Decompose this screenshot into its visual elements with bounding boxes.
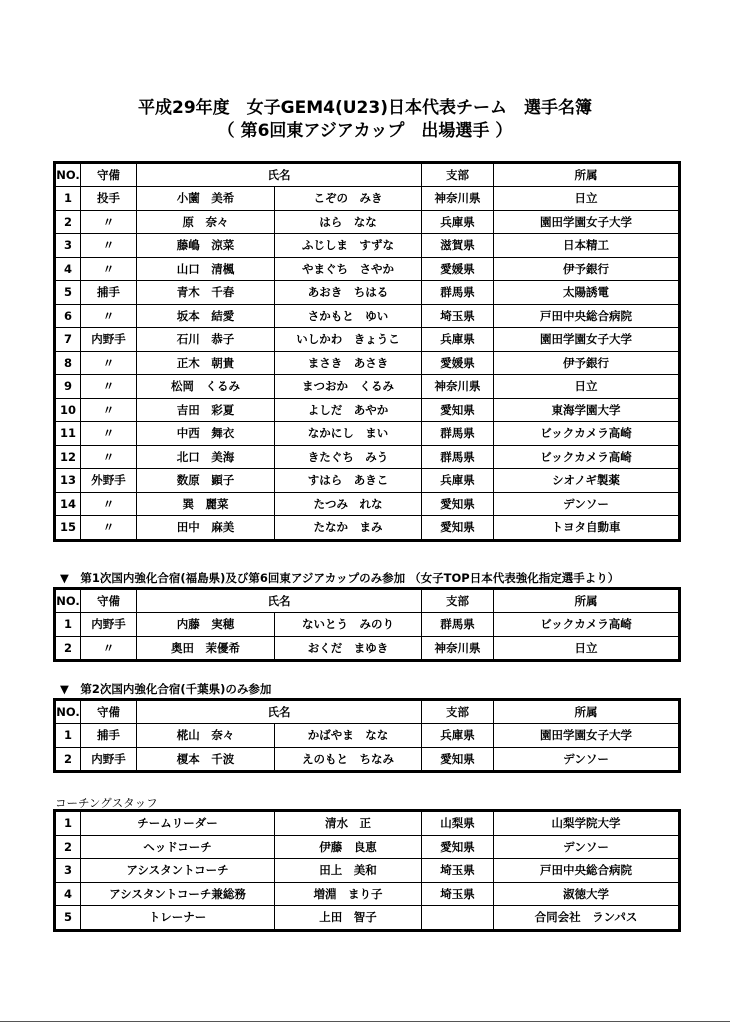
player-name-kana: かばやま なな xyxy=(275,724,422,748)
player-name-kana: えのもと ちなみ xyxy=(275,747,422,771)
player-no: 2 xyxy=(56,210,81,234)
staff-no: 1 xyxy=(56,812,81,836)
player-no: 4 xyxy=(56,257,81,281)
player-name: 藤嶋 涼菜 xyxy=(137,234,275,258)
player-name: 正木 朝貴 xyxy=(137,351,275,375)
player-position: 〃 xyxy=(81,210,137,234)
staff-branch: 埼玉県 xyxy=(422,859,494,883)
staff-role: アシスタントコーチ兼総務 xyxy=(81,882,275,906)
player-row xyxy=(56,257,679,281)
staff-row xyxy=(56,859,679,883)
player-no: 1 xyxy=(56,613,81,637)
main-roster-table xyxy=(55,163,679,540)
player-position: 外野手 xyxy=(81,469,137,493)
player-name: 山口 清楓 xyxy=(137,257,275,281)
player-affiliation: シオノギ製薬 xyxy=(494,469,679,493)
staff-table xyxy=(55,811,679,930)
player-name-kana: あおき ちはる xyxy=(275,281,422,305)
player-name: 内藤 実穂 xyxy=(137,613,275,637)
player-no: 2 xyxy=(56,636,81,660)
player-affiliation: デンソー xyxy=(494,747,679,771)
header-name: 氏名 xyxy=(137,590,422,613)
player-name-kana: やまぐち さやか xyxy=(275,257,422,281)
player-name-kana: さかもと ゆい xyxy=(275,304,422,328)
staff-name: 増淵 まり子 xyxy=(275,882,422,906)
player-affiliation: 園田学園女子大学 xyxy=(494,724,679,748)
player-affiliation: 東海学園大学 xyxy=(494,398,679,422)
staff-role: アシスタントコーチ xyxy=(81,859,275,883)
player-name: 坂本 結愛 xyxy=(137,304,275,328)
player-affiliation: 伊予銀行 xyxy=(494,351,679,375)
player-branch: 愛知県 xyxy=(422,398,494,422)
header-name: 氏名 xyxy=(137,701,422,724)
player-branch: 神奈川県 xyxy=(422,375,494,399)
player-position: 捕手 xyxy=(81,724,137,748)
header-name: 氏名 xyxy=(137,164,422,187)
player-affiliation: トヨタ自動車 xyxy=(494,516,679,540)
player-position: 〃 xyxy=(81,398,137,422)
player-branch: 神奈川県 xyxy=(422,636,494,660)
player-branch: 群馬県 xyxy=(422,281,494,305)
player-name: 巽 麗菜 xyxy=(137,492,275,516)
player-row xyxy=(56,492,679,516)
header-row xyxy=(56,701,679,724)
header-affiliation: 所属 xyxy=(494,590,679,613)
header-no: NO. xyxy=(56,164,81,187)
player-position: 〃 xyxy=(81,234,137,258)
player-name-kana: まつおか くるみ xyxy=(275,375,422,399)
staff-name: 田上 美和 xyxy=(275,859,422,883)
header-no: NO. xyxy=(56,590,81,613)
player-row xyxy=(56,724,679,748)
player-name: 小薗 美希 xyxy=(137,187,275,211)
player-row xyxy=(56,187,679,211)
player-position: 内野手 xyxy=(81,747,137,771)
player-no: 3 xyxy=(56,234,81,258)
staff-branch: 埼玉県 xyxy=(422,882,494,906)
player-position: 〃 xyxy=(81,257,137,281)
staff-branch: 愛知県 xyxy=(422,835,494,859)
player-branch: 愛知県 xyxy=(422,516,494,540)
player-name-kana: ないとう みのり xyxy=(275,613,422,637)
staff-role: ヘッドコーチ xyxy=(81,835,275,859)
header-branch: 支部 xyxy=(422,590,494,613)
player-no: 12 xyxy=(56,445,81,469)
staff-affiliation: 合同会社 ランパス xyxy=(494,906,679,930)
player-name-kana: たつみ れな xyxy=(275,492,422,516)
player-no: 13 xyxy=(56,469,81,493)
player-row xyxy=(56,613,679,637)
player-affiliation: 日立 xyxy=(494,187,679,211)
staff-no: 2 xyxy=(56,835,81,859)
header-position: 守備 xyxy=(81,590,137,613)
player-row xyxy=(56,516,679,540)
player-affiliation: 太陽誘電 xyxy=(494,281,679,305)
player-row xyxy=(56,304,679,328)
player-name-kana: はら なな xyxy=(275,210,422,234)
player-affiliation: 園田学園女子大学 xyxy=(494,328,679,352)
section1-note: ▼ 第1次国内強化合宿(福島県)及び第6回東アジアカップのみ参加 （女子TOP日本代表強化指定選手より） xyxy=(60,571,620,585)
player-row xyxy=(56,281,679,305)
player-row xyxy=(56,234,679,258)
player-name: 松岡 くるみ xyxy=(137,375,275,399)
player-name-kana: たなか まみ xyxy=(275,516,422,540)
player-position: 〃 xyxy=(81,492,137,516)
player-row xyxy=(56,469,679,493)
header-no: NO. xyxy=(56,701,81,724)
staff-no: 4 xyxy=(56,882,81,906)
staff-no: 5 xyxy=(56,906,81,930)
player-affiliation: 日本精工 xyxy=(494,234,679,258)
player-no: 10 xyxy=(56,398,81,422)
section1-table xyxy=(55,589,679,660)
player-name: 原 奈々 xyxy=(137,210,275,234)
player-position: 〃 xyxy=(81,445,137,469)
player-no: 14 xyxy=(56,492,81,516)
player-name: 中西 舞衣 xyxy=(137,422,275,446)
player-name-kana: なかにし まい xyxy=(275,422,422,446)
staff-branch: 山梨県 xyxy=(422,812,494,836)
player-position: 〃 xyxy=(81,375,137,399)
staff-row xyxy=(56,835,679,859)
title-line-1: 平成29年度 女子GEM4(U23)日本代表チーム 選手名簿 xyxy=(138,98,592,118)
player-name: 奥田 茉優希 xyxy=(137,636,275,660)
player-no: 9 xyxy=(56,375,81,399)
player-name-kana: おくだ まゆき xyxy=(275,636,422,660)
staff-row xyxy=(56,812,679,836)
player-no: 6 xyxy=(56,304,81,328)
staff-row xyxy=(56,882,679,906)
player-position: 投手 xyxy=(81,187,137,211)
player-position: 〃 xyxy=(81,516,137,540)
staff-affiliation: デンソー xyxy=(494,835,679,859)
staff-name: 清水 正 xyxy=(275,812,422,836)
player-name-kana: すはら あきこ xyxy=(275,469,422,493)
player-branch: 兵庫県 xyxy=(422,469,494,493)
staff-affiliation: 戸田中央総合病院 xyxy=(494,859,679,883)
player-name-kana: こぞの みき xyxy=(275,187,422,211)
header-position: 守備 xyxy=(81,701,137,724)
player-no: 15 xyxy=(56,516,81,540)
player-no: 8 xyxy=(56,351,81,375)
staff-affiliation: 山梨学院大学 xyxy=(494,812,679,836)
player-row xyxy=(56,210,679,234)
player-no: 2 xyxy=(56,747,81,771)
player-row xyxy=(56,328,679,352)
player-branch: 神奈川県 xyxy=(422,187,494,211)
player-position: 〃 xyxy=(81,304,137,328)
player-name: 数原 顕子 xyxy=(137,469,275,493)
player-no: 11 xyxy=(56,422,81,446)
player-row xyxy=(56,445,679,469)
player-affiliation: ビックカメラ高崎 xyxy=(494,445,679,469)
player-position: 〃 xyxy=(81,636,137,660)
player-affiliation: 日立 xyxy=(494,636,679,660)
header-branch: 支部 xyxy=(422,701,494,724)
staff-name: 伊藤 良恵 xyxy=(275,835,422,859)
staff-role: チームリーダー xyxy=(81,812,275,836)
player-name-kana: きたぐち みう xyxy=(275,445,422,469)
player-no: 1 xyxy=(56,724,81,748)
player-branch: 愛知県 xyxy=(422,747,494,771)
player-branch: 群馬県 xyxy=(422,445,494,469)
header-row xyxy=(56,164,679,187)
player-name-kana: よしだ あやか xyxy=(275,398,422,422)
player-affiliation: デンソー xyxy=(494,492,679,516)
header-branch: 支部 xyxy=(422,164,494,187)
player-row xyxy=(56,747,679,771)
player-affiliation: ビックカメラ高崎 xyxy=(494,613,679,637)
player-name: 椛山 奈々 xyxy=(137,724,275,748)
player-branch: 兵庫県 xyxy=(422,724,494,748)
player-branch: 群馬県 xyxy=(422,613,494,637)
player-position: 捕手 xyxy=(81,281,137,305)
player-no: 5 xyxy=(56,281,81,305)
player-affiliation: 戸田中央総合病院 xyxy=(494,304,679,328)
player-affiliation: 伊予銀行 xyxy=(494,257,679,281)
player-affiliation: ビックカメラ高崎 xyxy=(494,422,679,446)
player-branch: 愛知県 xyxy=(422,492,494,516)
player-branch: 滋賀県 xyxy=(422,234,494,258)
player-no: 7 xyxy=(56,328,81,352)
player-no: 1 xyxy=(56,187,81,211)
player-branch: 愛媛県 xyxy=(422,257,494,281)
player-row xyxy=(56,398,679,422)
player-position: 〃 xyxy=(81,351,137,375)
header-affiliation: 所属 xyxy=(494,701,679,724)
player-name: 青木 千春 xyxy=(137,281,275,305)
player-branch: 埼玉県 xyxy=(422,304,494,328)
header-affiliation: 所属 xyxy=(494,164,679,187)
player-row xyxy=(56,636,679,660)
player-affiliation: 園田学園女子大学 xyxy=(494,210,679,234)
staff-role: トレーナー xyxy=(81,906,275,930)
staff-affiliation: 淑徳大学 xyxy=(494,882,679,906)
player-name-kana: ふじしま すずな xyxy=(275,234,422,258)
player-name: 北口 美海 xyxy=(137,445,275,469)
staff-row xyxy=(56,906,679,930)
player-row xyxy=(56,375,679,399)
player-affiliation: 日立 xyxy=(494,375,679,399)
staff-name: 上田 智子 xyxy=(275,906,422,930)
player-branch: 群馬県 xyxy=(422,422,494,446)
player-name: 石川 恭子 xyxy=(137,328,275,352)
player-name: 田中 麻美 xyxy=(137,516,275,540)
staff-label: コーチングスタッフ xyxy=(55,796,158,810)
title-line-2: （ 第6回東アジアカップ 出場選手 ） xyxy=(217,121,513,141)
player-name-kana: まさき あさき xyxy=(275,351,422,375)
player-position: 〃 xyxy=(81,422,137,446)
page-bottom-rule xyxy=(0,1021,730,1022)
player-position: 内野手 xyxy=(81,613,137,637)
header-position: 守備 xyxy=(81,164,137,187)
player-position: 内野手 xyxy=(81,328,137,352)
staff-no: 3 xyxy=(56,859,81,883)
section2-note: ▼ 第2次国内強化合宿(千葉県)のみ参加 xyxy=(60,682,272,696)
player-name: 吉田 彩夏 xyxy=(137,398,275,422)
player-name: 榎本 千波 xyxy=(137,747,275,771)
player-row xyxy=(56,422,679,446)
player-branch: 兵庫県 xyxy=(422,210,494,234)
player-branch: 兵庫県 xyxy=(422,328,494,352)
staff-branch xyxy=(422,906,494,930)
section2-table xyxy=(55,700,679,771)
player-branch: 愛媛県 xyxy=(422,351,494,375)
player-name-kana: いしかわ きょうこ xyxy=(275,328,422,352)
player-row xyxy=(56,351,679,375)
header-row xyxy=(56,590,679,613)
